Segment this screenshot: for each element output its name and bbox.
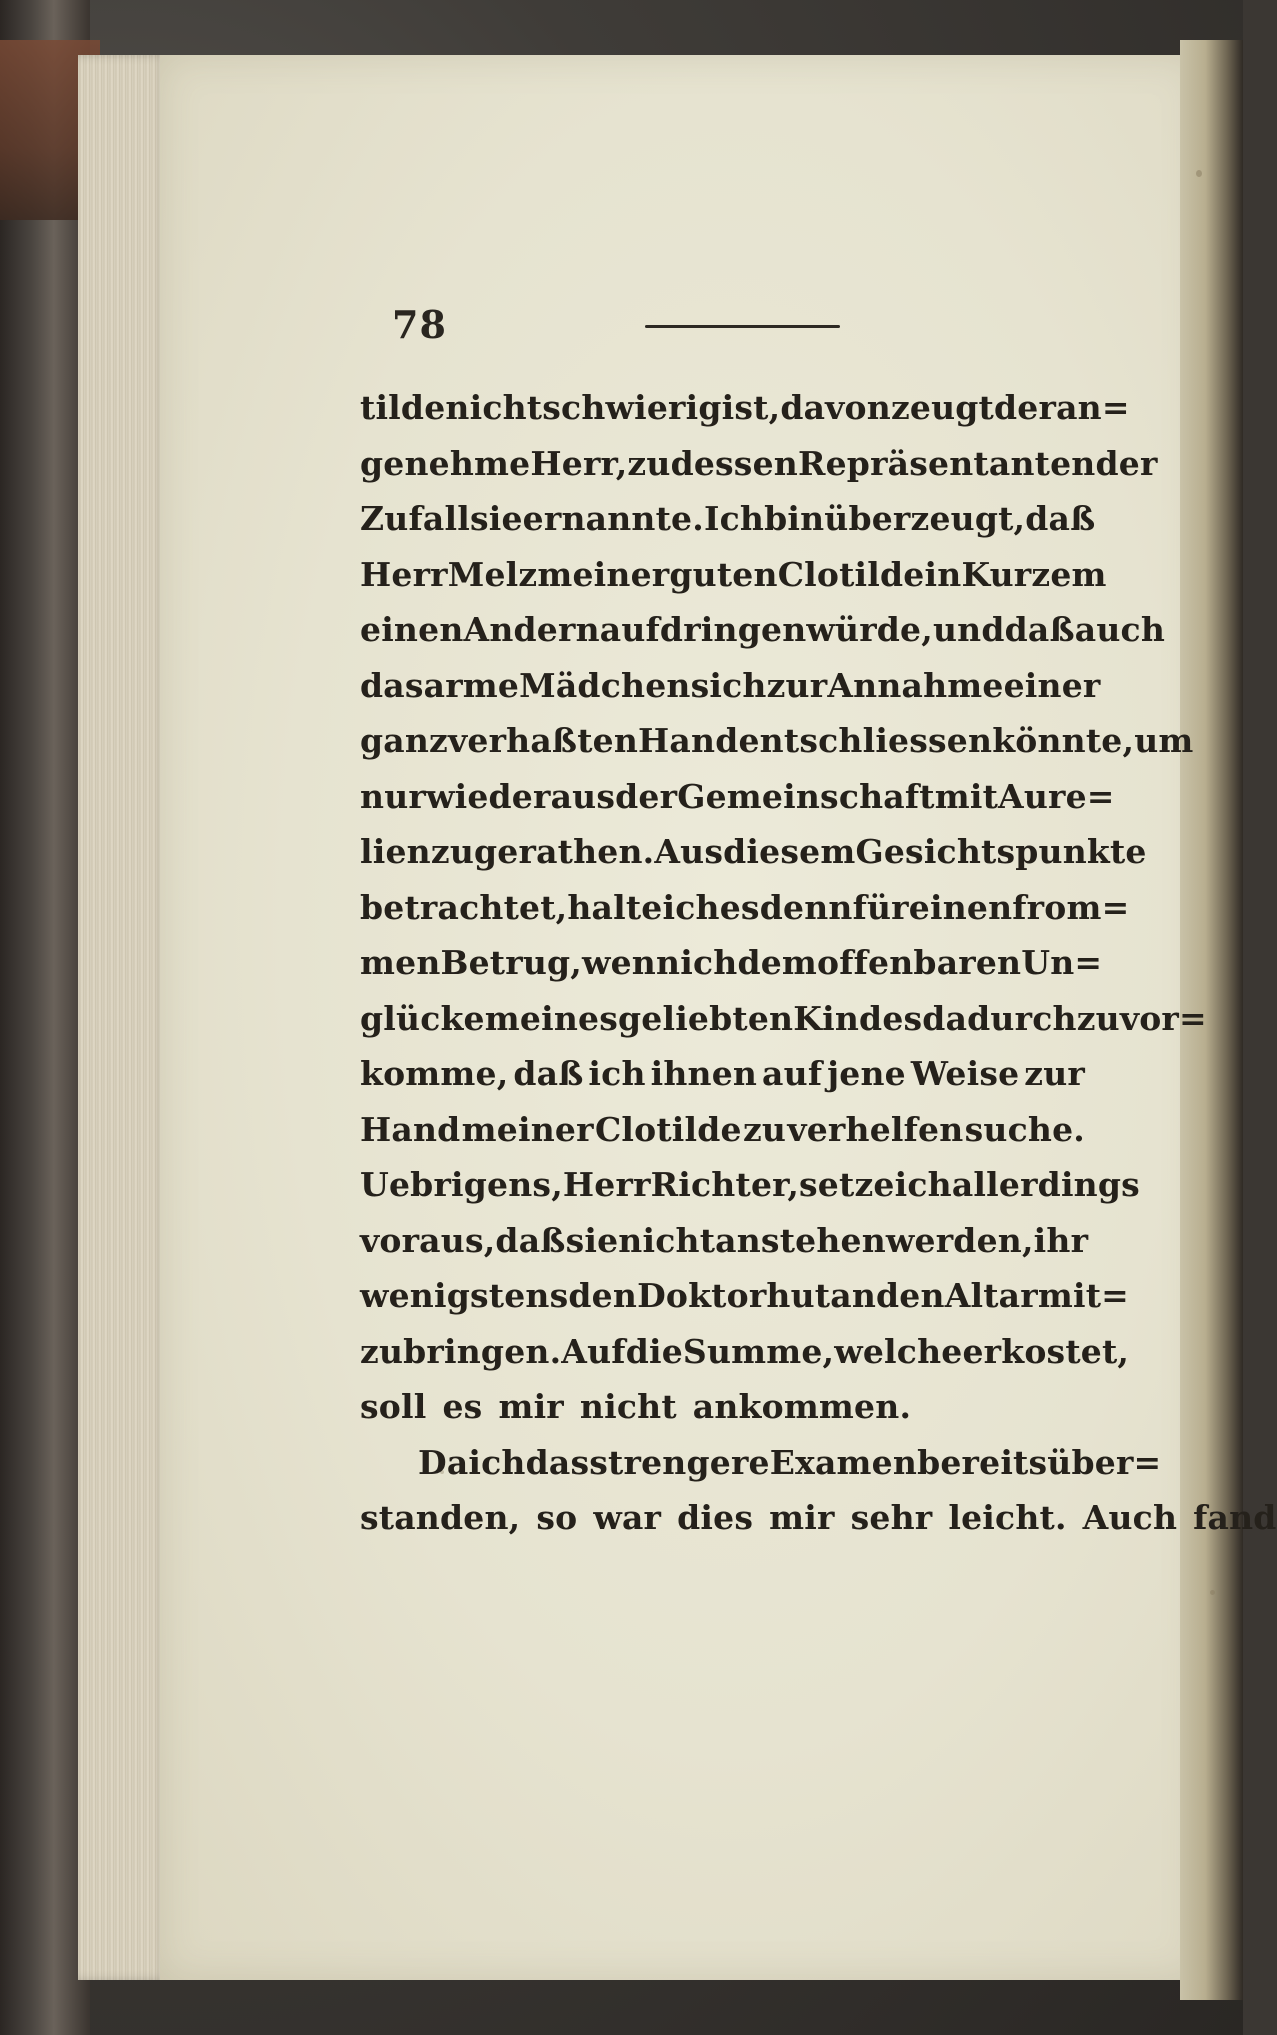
header-rule <box>645 325 840 328</box>
text-line: Hand meiner Clotilde zu verhelfen suche. <box>360 1109 1085 1149</box>
text-line: Zufall sie ernannte. Ich bin überzeugt, daß <box>360 499 1096 538</box>
foxing-spot <box>1196 170 1202 177</box>
text-line: betrachtet, halte ich es denn für einen from= <box>360 887 1130 927</box>
text-line: tilde nicht schwierig ist, davon zeugt der an= <box>360 388 1130 427</box>
text-line: nur wieder aus der Gemeinschaft mit Aure= <box>360 776 1115 816</box>
foxing-spot <box>1210 1590 1215 1595</box>
text-line: komme, daß ich ihnen auf jene Weise zur <box>360 1054 1085 1093</box>
text-line: ganz verhaßten Hand entschliessen könnte, um <box>360 721 1194 760</box>
page-number: 78 <box>392 302 447 347</box>
text-line: das arme Mädchen sich zur Annahme einer <box>360 665 1101 705</box>
text-line: Herr Melz meiner guten Clotilde in Kurzem <box>360 554 1107 594</box>
page-edges <box>78 55 168 1980</box>
text-line: lien zu gerathen. Aus diesem Gesichtspunkte <box>360 832 1147 871</box>
text-line: men Betrug, wenn ich dem offenbaren Un= <box>360 943 1103 982</box>
text-line: wenigstens den Doktorhut an den Altar mit= <box>360 1276 1130 1315</box>
book-cover-edge <box>0 0 90 2035</box>
text-line: Uebrigens, Herr Richter, setze ich allerdings <box>360 1165 1140 1204</box>
text-line: voraus, daß sie nicht anstehen werden, ihr <box>360 1220 1089 1260</box>
body-text <box>360 380 1277 1546</box>
text-line: soll es mir nicht ankommen. <box>360 1387 912 1426</box>
text-line: standen, so war dies mir sehr leicht. Auch fand <box>360 1498 1277 1537</box>
text-line: glücke meines geliebten Kindes dadurch zuvor= <box>360 998 1207 1038</box>
text-line: Da ich das strengere Examen bereits über= <box>418 1442 1162 1482</box>
text-line: zubringen. Auf die Summe, welche er kostet, <box>360 1331 1130 1371</box>
text-line: einen Andern aufdringen würde, und daß auch <box>360 610 1166 649</box>
text-line: genehme Herr, zu dessen Repräsentanten der <box>360 443 1158 483</box>
